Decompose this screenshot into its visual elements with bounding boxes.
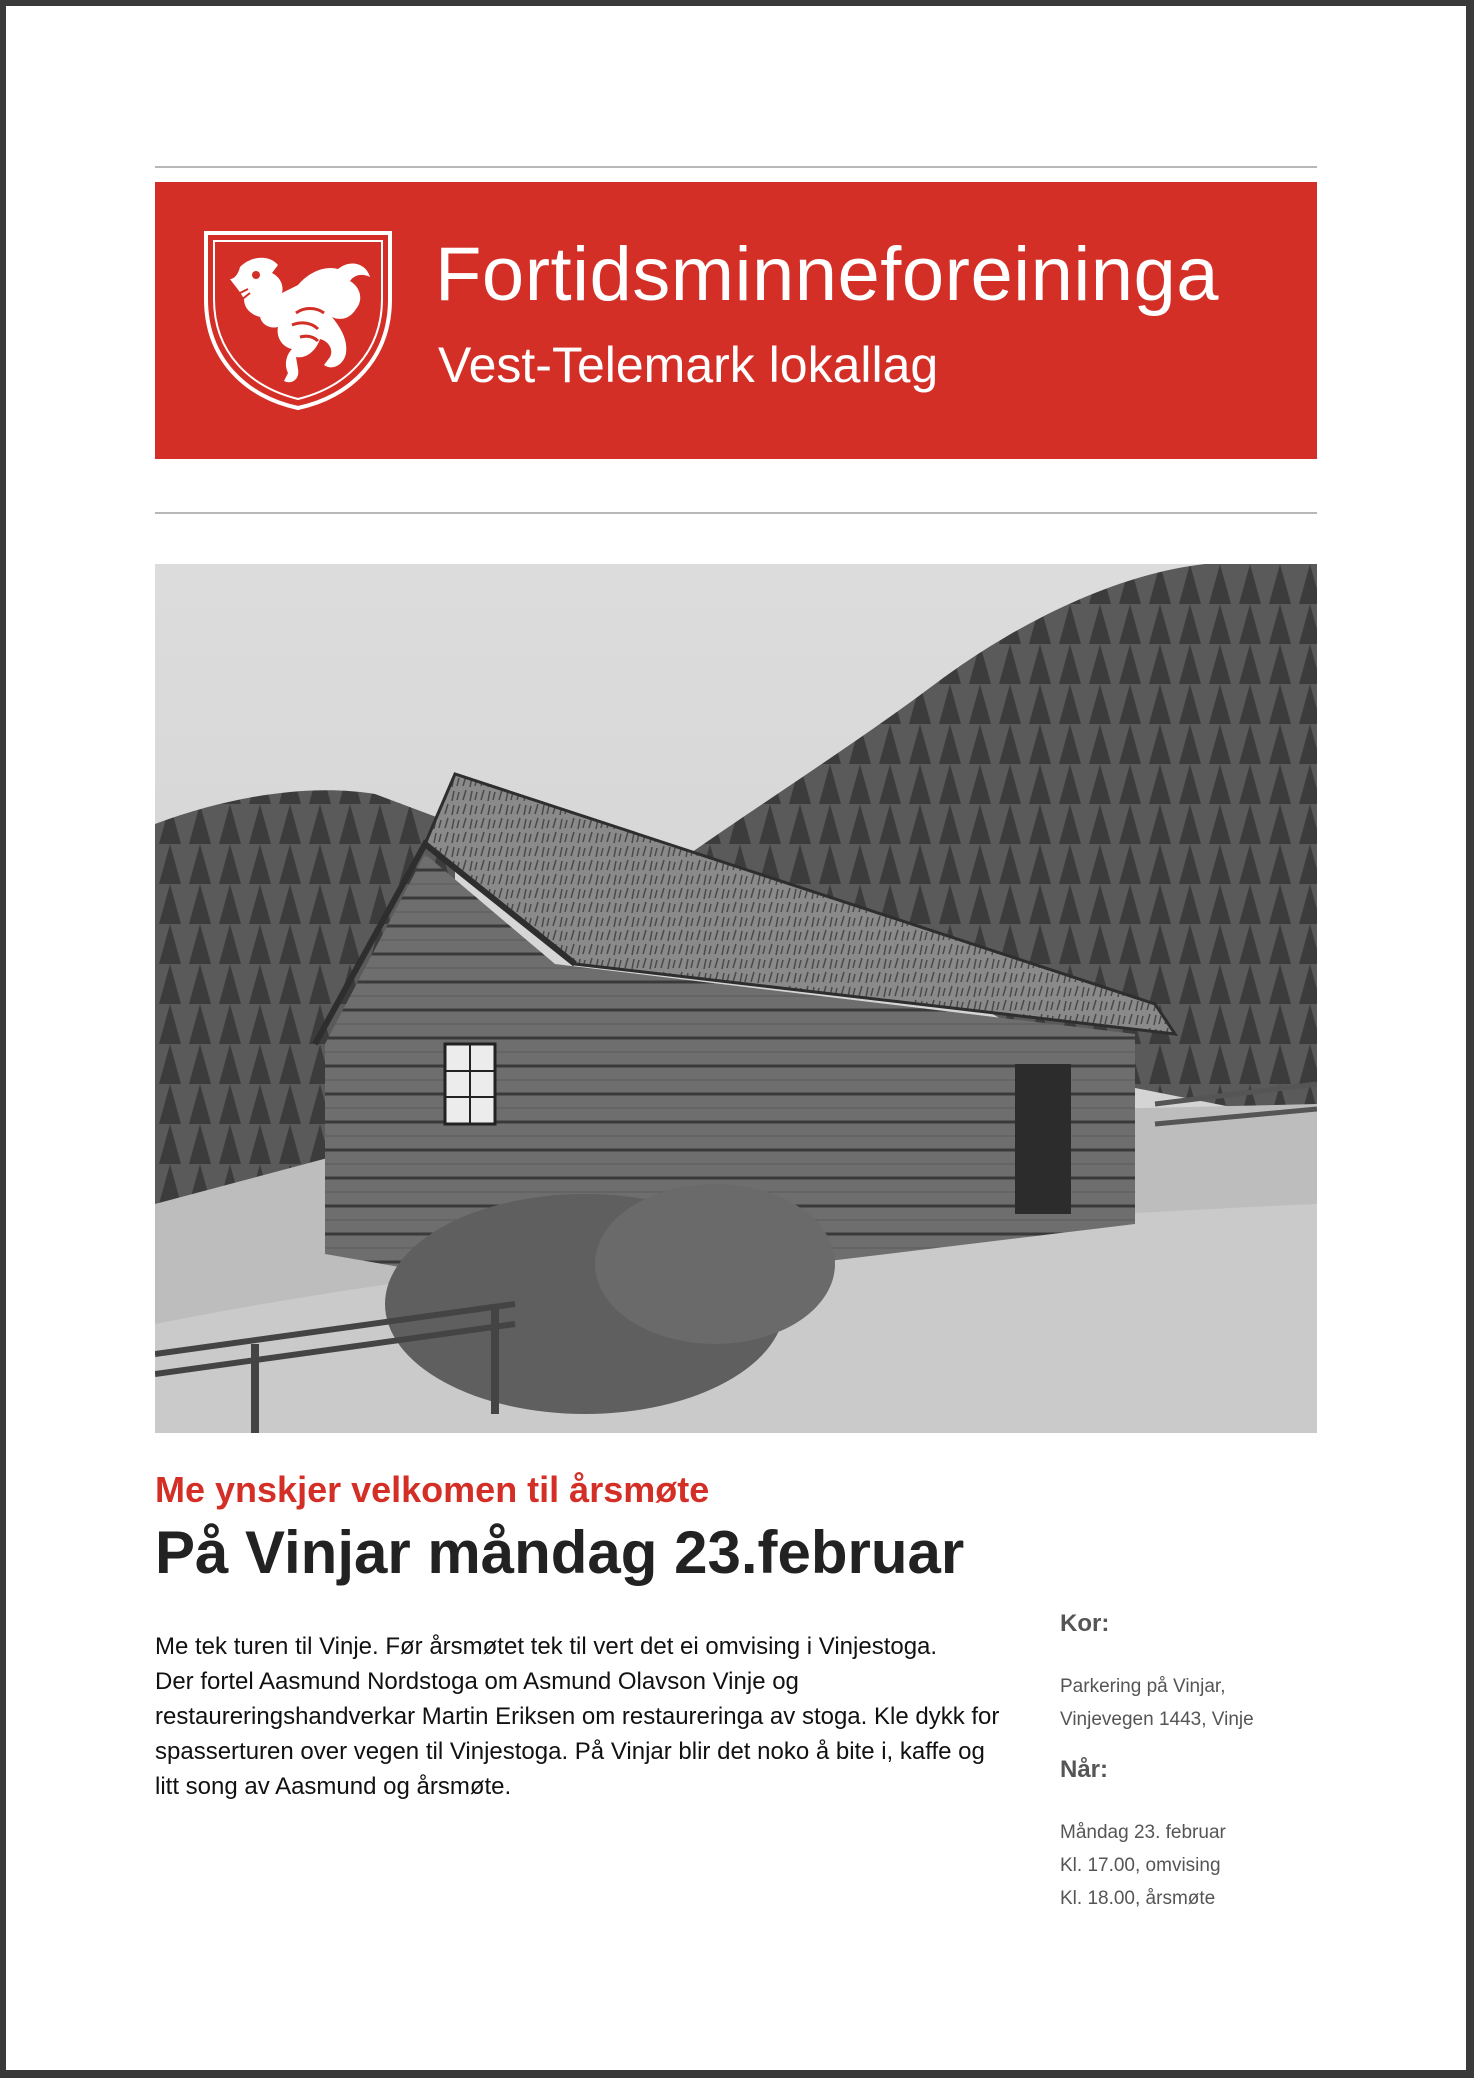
- description-line: spasserturen over vegen til Vinjestoga. På Vinjar blir det noko å bite i, kaffe og: [155, 1738, 985, 1765]
- header-bottom-divider: [155, 512, 1317, 514]
- when-line: Måndag 23. februar: [1060, 1822, 1226, 1843]
- organisation-name: Fortidsminneforeininga: [435, 232, 1220, 317]
- event-headline: På Vinjar måndag 23.februar: [155, 1519, 965, 1586]
- pencil-drawing-log-cabin-icon: [155, 564, 1317, 1433]
- where-section: [1060, 1612, 1320, 1736]
- description-line: Der fortel Aasmund Nordstoga om Asmund Olavson Vinje og: [155, 1668, 799, 1695]
- where-line: Vinjevegen 1443, Vinje: [1060, 1709, 1254, 1730]
- when-section: [1060, 1758, 1320, 1915]
- poster-page: [6, 6, 1466, 2070]
- when-line: Kl. 17.00, omvising: [1060, 1855, 1221, 1876]
- welcome-line: Me ynskjer velkomen til årsmøte: [155, 1469, 710, 1510]
- description-line: Me tek turen til Vinje. Før årsmøtet tek til vert det ei omvising i Vinjestoga.: [155, 1633, 938, 1660]
- top-divider: [155, 166, 1317, 168]
- header-banner: [155, 182, 1317, 459]
- event-description: [155, 1629, 1035, 1804]
- description-line: litt song av Aasmund og årsmøte.: [155, 1773, 512, 1800]
- when-line: Kl. 18.00, årsmøte: [1060, 1888, 1216, 1909]
- shield-dragon-logo-icon: [200, 229, 396, 412]
- where-heading: Kor:: [1060, 1610, 1110, 1637]
- organisation-subtitle: Vest-Telemark lokallag: [438, 337, 939, 393]
- where-line: Parkering på Vinjar,: [1060, 1676, 1226, 1697]
- description-line: restaureringshandverkar Martin Eriksen om restaureringa av stoga. Kle dykk for: [155, 1703, 1000, 1730]
- when-heading: Når:: [1060, 1756, 1109, 1783]
